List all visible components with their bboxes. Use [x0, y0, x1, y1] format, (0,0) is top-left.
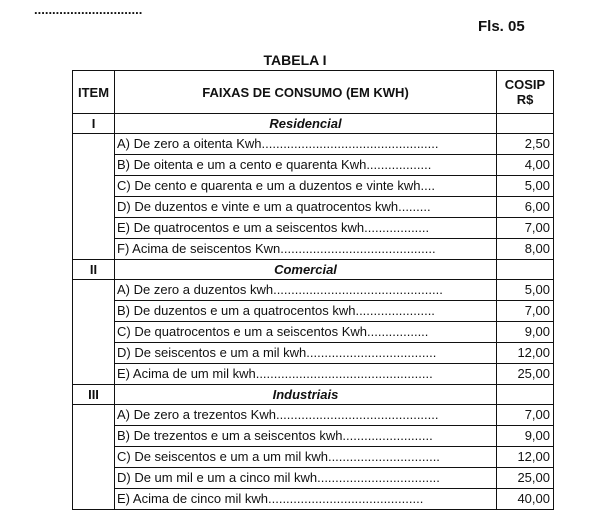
- list-item: B) De trezentos e um a seiscentos kwh.........................: [115, 426, 496, 447]
- group-item-number: I: [73, 114, 115, 134]
- value-item: 12,00: [497, 343, 553, 364]
- group-rows-residencial: [73, 134, 554, 260]
- group-name: Comercial: [115, 260, 497, 280]
- table-body: [73, 114, 554, 510]
- cosip-label: COSIP: [504, 77, 546, 92]
- list-item: C) De quatrocentos e um a seiscentos Kwh.................: [115, 322, 496, 343]
- group-rows-industriais: [73, 405, 554, 510]
- value-item: 6,00: [497, 197, 553, 218]
- list-item: A) De zero a oitenta Kwh.................................................: [115, 134, 496, 155]
- values-cell: [497, 405, 554, 510]
- list-item: E) De quatrocentos e um a seiscentos kwh..................: [115, 218, 496, 239]
- group-value-empty: [497, 260, 554, 280]
- list-item: C) De cento e quarenta e um a duzentos e vinte kwh....: [115, 176, 496, 197]
- group-row-residencial: [73, 114, 554, 134]
- value-item: 9,00: [497, 426, 553, 447]
- list-item: C) De seiscentos e um a um mil kwh...............................: [115, 447, 496, 468]
- group-row-comercial: [73, 260, 554, 280]
- table-caption: TABELA I: [263, 52, 327, 68]
- header-dots: ..............................: [34, 2, 143, 17]
- item-cell-empty: [73, 280, 115, 385]
- value-item: 7,00: [497, 405, 553, 426]
- value-item: 12,00: [497, 447, 553, 468]
- column-header-faixas: FAIXAS DE CONSUMO (EM KWH): [115, 71, 497, 114]
- values-cell: [497, 280, 554, 385]
- list-item: B) De duzentos e um a quatrocentos kwh......................: [115, 301, 496, 322]
- values-cell: [497, 134, 554, 260]
- group-row-industriais: [73, 385, 554, 405]
- value-item: 5,00: [497, 280, 553, 301]
- page-number: Fls. 05: [478, 18, 525, 35]
- list-item: D) De seiscentos e um a mil kwh....................................: [115, 343, 496, 364]
- group-name: Industriais: [115, 385, 497, 405]
- group-rows-comercial: [73, 280, 554, 385]
- group-item-number: II: [73, 260, 115, 280]
- list-item: D) De duzentos e vinte e um a quatrocentos kwh.........: [115, 197, 496, 218]
- value-item: 40,00: [517, 491, 550, 506]
- column-header-item: ITEM: [73, 71, 115, 114]
- group-value-empty: [497, 114, 554, 134]
- value-item: 7,00: [497, 218, 553, 239]
- list-item: D) De um mil e um a cinco mil kwh..................................: [115, 468, 496, 489]
- group-value-empty: [497, 385, 554, 405]
- consumption-table: [72, 70, 554, 510]
- list-item: A) De zero a duzentos kwh...............................................: [115, 280, 496, 301]
- item-cell-empty: [73, 405, 115, 510]
- column-header-cosip: [497, 71, 554, 114]
- table-header-row: [73, 71, 554, 114]
- list-item: E) Acima de cinco mil kwh...........................................: [117, 491, 424, 506]
- value-item: 9,00: [497, 322, 553, 343]
- value-item: 25,00: [517, 366, 550, 381]
- value-item: 2,50: [497, 134, 553, 155]
- cosip-unit: R$: [516, 92, 534, 107]
- group-name: Residencial: [115, 114, 497, 134]
- list-item: F) Acima de seiscentos Kwn...........................................: [117, 241, 436, 256]
- value-item: 8,00: [524, 241, 550, 256]
- value-item: 5,00: [497, 176, 553, 197]
- group-item-number: III: [73, 385, 115, 405]
- list-item: B) De oitenta e um a cento e quarenta Kwh..................: [115, 155, 496, 176]
- descriptions-cell: [115, 280, 497, 385]
- value-item: 25,00: [497, 468, 553, 489]
- list-item: E) Acima de um mil kwh.................................................: [117, 366, 433, 381]
- item-cell-empty: [73, 134, 115, 260]
- value-item: 7,00: [497, 301, 553, 322]
- list-item: A) De zero a trezentos Kwh.............................................: [115, 405, 496, 426]
- descriptions-cell: [115, 134, 497, 260]
- descriptions-cell: [115, 405, 497, 510]
- value-item: 4,00: [497, 155, 553, 176]
